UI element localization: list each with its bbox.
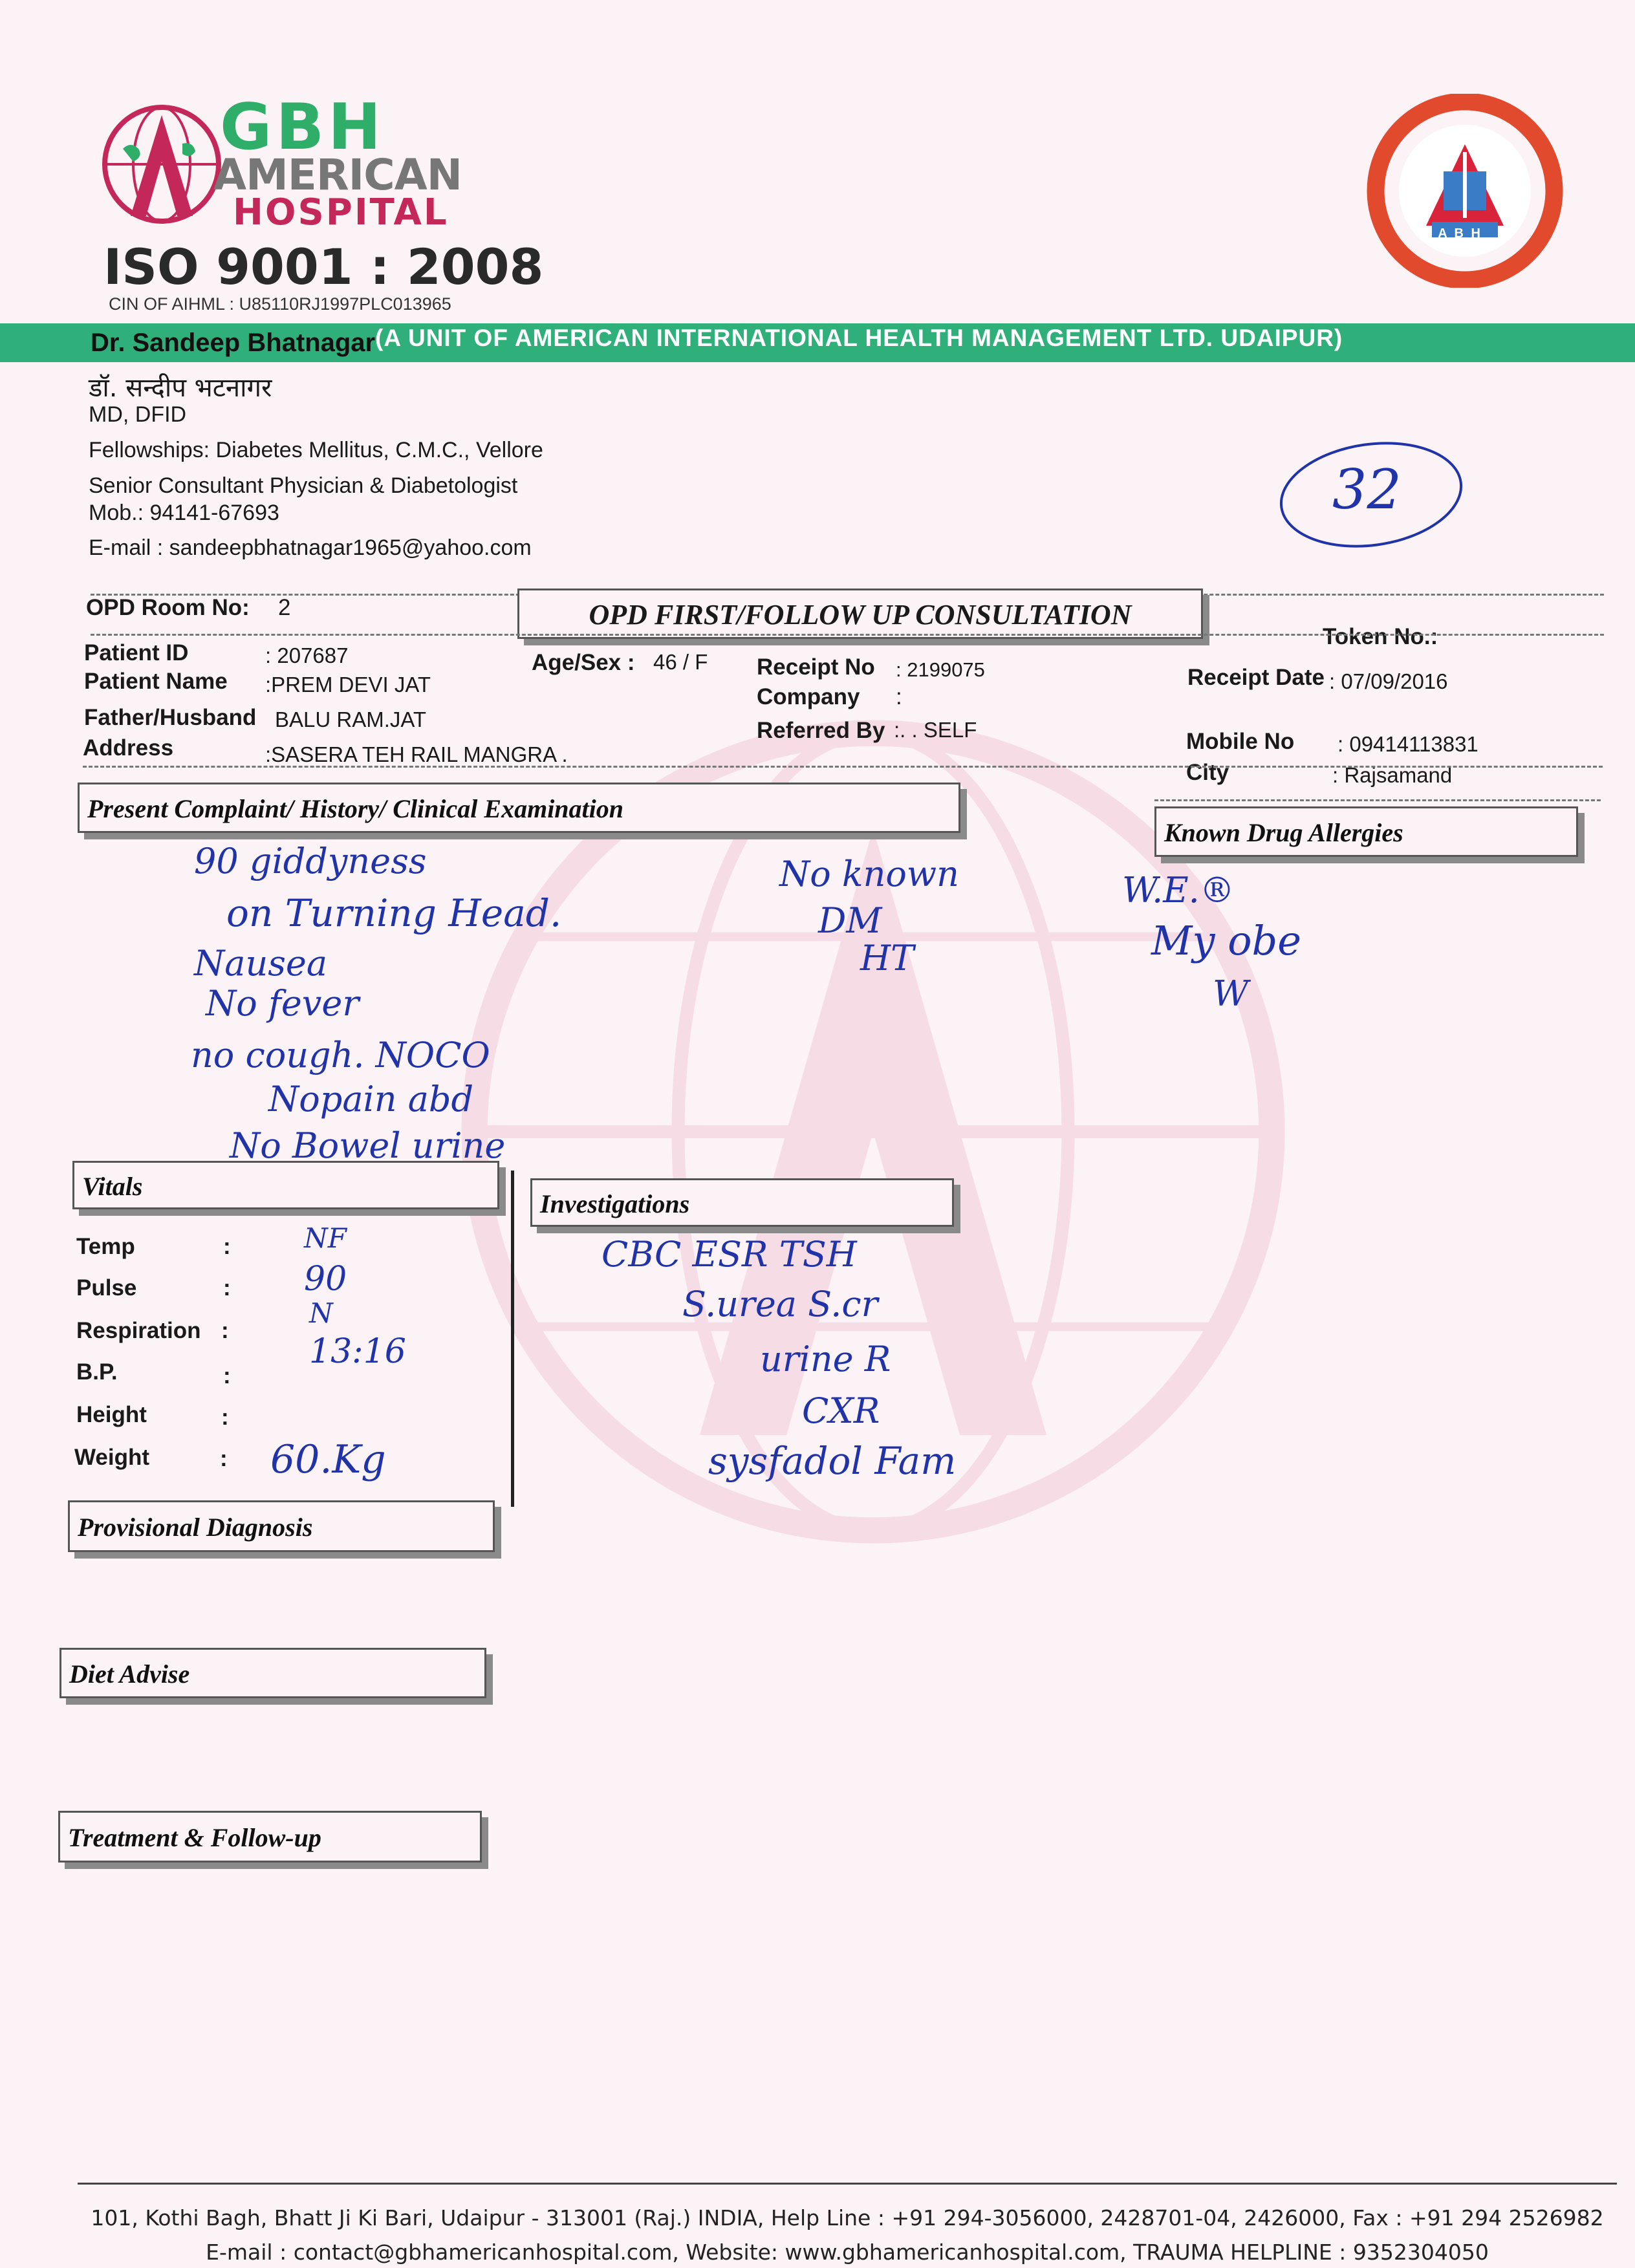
patient-name-label: Patient Name: [84, 669, 228, 694]
unit-band-text: (A UNIT OF AMERICAN INTERNATIONAL HEALTH MANAGEMENT LTD. UDAIPUR): [375, 325, 1343, 351]
footer-address: 101, Kothi Bagh, Bhatt Ji Ki Bari, Udaipur - 313001 (Raj.) INDIA, Help Line : +91 294-3056000, 2428701-04, 2426000, Fax : +91 294 2526982: [91, 2205, 1604, 2230]
vital-label: Respiration: [76, 1318, 201, 1343]
section-known-drug-allergies: Known Drug Allergies: [1154, 806, 1578, 857]
handwritten-line: no cough. NOCO: [191, 1035, 490, 1075]
brand-american: AMERICAN: [213, 150, 462, 200]
vital-colon: :: [221, 1405, 229, 1430]
mobile-no-value: : 09414113831: [1337, 732, 1478, 756]
vital-colon: :: [223, 1234, 231, 1259]
vital-written-value: 13:16: [309, 1332, 406, 1371]
section-investigations: Investigations: [530, 1178, 954, 1227]
handwritten-line: CBC ESR TSH: [601, 1234, 857, 1275]
vital-written-value: NF: [304, 1222, 347, 1254]
vital-label: Temp: [76, 1234, 135, 1259]
doctor-name-hindi: डॉ. सन्दीप भटनागर: [89, 373, 272, 403]
footer-contact: E-mail : contact@gbhamericanhospital.com, Website: www.gbhamericanhospital.com, TRAUMA HELPLINE : 9352304050: [206, 2240, 1489, 2265]
dashed-divider: [91, 634, 1604, 636]
section-treatment-follow-up: Treatment & Follow-up: [58, 1811, 482, 1863]
receipt-no-label: Receipt No: [757, 654, 875, 680]
opd-room-label: OPD Room No:: [86, 595, 250, 620]
address-label: Address: [83, 735, 174, 761]
form-title: OPD FIRST/FOLLOW UP CONSULTATION: [517, 589, 1203, 639]
vital-label: Pulse: [76, 1275, 137, 1301]
mobile-no-label: Mobile No: [1186, 729, 1295, 754]
handwritten-line: urine R: [760, 1339, 891, 1379]
city-label: City: [1186, 760, 1229, 785]
handwritten-line: No fever: [206, 983, 360, 1024]
token-number-handwritten: 32: [1332, 458, 1402, 521]
company-value: :: [896, 684, 902, 709]
dashed-divider: [83, 766, 1603, 768]
doctor-degrees: MD, DFID: [89, 402, 187, 427]
section-diet-advise: Diet Advise: [60, 1648, 486, 1698]
handwritten-line: Nausea: [194, 943, 328, 984]
father-husband-value: BALU RAM.JAT: [275, 707, 427, 731]
section-present-complaint: Present Complaint/ History/ Clinical Examination: [78, 783, 960, 833]
receipt-no-value: : 2199075: [896, 658, 985, 681]
handwritten-line: 90 giddyness: [194, 841, 427, 881]
footer-divider: [78, 2183, 1617, 2185]
vital-colon: :: [220, 1446, 228, 1471]
nabh-label: N A B H: [1422, 226, 1482, 241]
father-husband-label: Father/Husband: [84, 705, 257, 730]
brand-hospital: HOSPITAL: [233, 191, 449, 233]
handwritten-line: No known: [779, 854, 959, 894]
age-sex-label: Age/Sex :: [532, 650, 635, 675]
company-label: Company: [757, 684, 860, 709]
handwritten-line: DM: [818, 900, 882, 941]
dashed-divider: [1154, 799, 1601, 801]
vital-written-value: 90: [304, 1260, 347, 1299]
vital-label: B.P.: [76, 1359, 118, 1385]
doctor-name: Dr. Sandeep Bhatnagar: [91, 329, 376, 357]
gbh-logo-globe-icon: [97, 97, 226, 233]
handwritten-line: Nopain abd: [268, 1079, 474, 1119]
patient-name-value: :PREM DEVI JAT: [265, 673, 431, 697]
city-value: : Rajsamand: [1332, 763, 1453, 787]
brand-gbh: GBH: [220, 91, 385, 164]
vital-colon: :: [223, 1275, 231, 1301]
cin-number: CIN OF AIHML : U85110RJ1997PLC013965: [109, 294, 451, 314]
vital-colon: :: [221, 1318, 229, 1343]
handwritten-line: My obe: [1151, 917, 1301, 964]
vital-label: Height: [76, 1402, 147, 1427]
doctor-email: E-mail : sandeepbhatnagar1965@yahoo.com: [89, 535, 532, 560]
vital-written-value: 60.Kg: [270, 1437, 386, 1482]
section-provisional-diagnosis: Provisional Diagnosis: [68, 1500, 495, 1552]
handwritten-line: on Turning Head.: [226, 891, 562, 935]
age-sex-value: 46 / F: [653, 650, 708, 674]
vitals-divider: [511, 1171, 514, 1507]
doctor-mobile: Mob.: 94141-67693: [89, 501, 279, 525]
referred-by-label: Referred By: [757, 718, 885, 743]
doctor-designation: Senior Consultant Physician & Diabetologist: [89, 473, 518, 498]
vital-colon: :: [223, 1363, 231, 1388]
opd-room-value: 2: [278, 595, 291, 620]
patient-id-value: : 207687: [265, 643, 349, 667]
handwritten-line: No Bowel urine: [230, 1125, 506, 1166]
section-vitals: Vitals: [72, 1161, 499, 1209]
vital-written-value: N: [309, 1297, 333, 1329]
receipt-date-label: Receipt Date: [1187, 665, 1325, 690]
token-label: Token No.:: [1323, 624, 1438, 649]
handwritten-line: W: [1213, 973, 1249, 1014]
patient-id-label: Patient ID: [84, 640, 189, 665]
receipt-date-value: : 07/09/2016: [1329, 669, 1448, 693]
address-value: :SASERA TEH RAIL MANGRA .: [265, 742, 568, 766]
handwritten-line: HT: [860, 938, 915, 978]
doctor-fellowships: Fellowships: Diabetes Mellitus, C.M.C., Vellore: [89, 438, 543, 462]
handwritten-line: sysfadol Fam: [708, 1439, 957, 1483]
handwritten-line: CXR: [802, 1390, 880, 1431]
handwritten-line: S.urea S.cr: [682, 1284, 878, 1324]
referred-by-value: :. . SELF: [894, 718, 977, 742]
handwritten-line: W.E.®: [1122, 870, 1235, 911]
iso-certification: ISO 9001 : 2008: [103, 238, 544, 296]
vital-label: Weight: [74, 1445, 150, 1470]
nabh-accreditation-seal-icon: [1358, 94, 1572, 288]
